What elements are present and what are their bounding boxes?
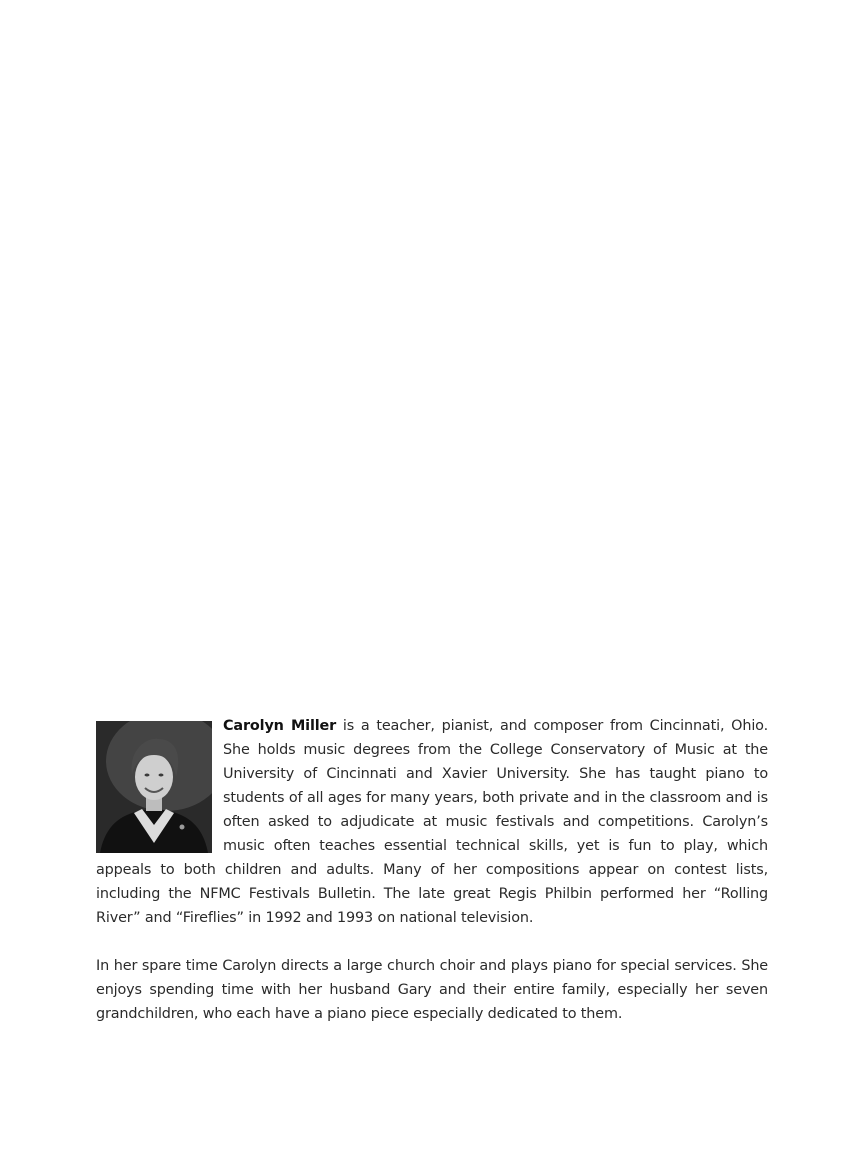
author-name: Carolyn Miller	[223, 718, 337, 734]
bio-paragraph-2: In her spare time Carolyn directs a large church choir and plays piano for special services. She enjoys spending time with her husband Gary and their entire family, especially her seven grandchildren, who each have a piano piece especially dedicated to them.	[96, 958, 768, 1022]
bio-paragraph-1-text: is a teacher, pianist, and composer from Cincinnati, Ohio. She holds music degrees from the College Conservatory of Music at the University of Cincinnati and Xavier University. She has taught piano to students of all ages for many years, both private and in the classroom and is often asked to adjudicate at music festivals and competitions. Carolyn’s music often teaches essential technical skills, yet is fun to play, which appeals to both children and adults. Many of her compositions appear on contest lists, including the NFMC Festivals Bulletin. The late great Regis Philbin performed her “Rolling River” and “Fireflies” in 1992 and 1993 on national television.	[96, 718, 768, 926]
author-bio	[96, 714, 768, 1026]
portrait-image	[96, 721, 212, 853]
author-photo	[96, 721, 212, 853]
